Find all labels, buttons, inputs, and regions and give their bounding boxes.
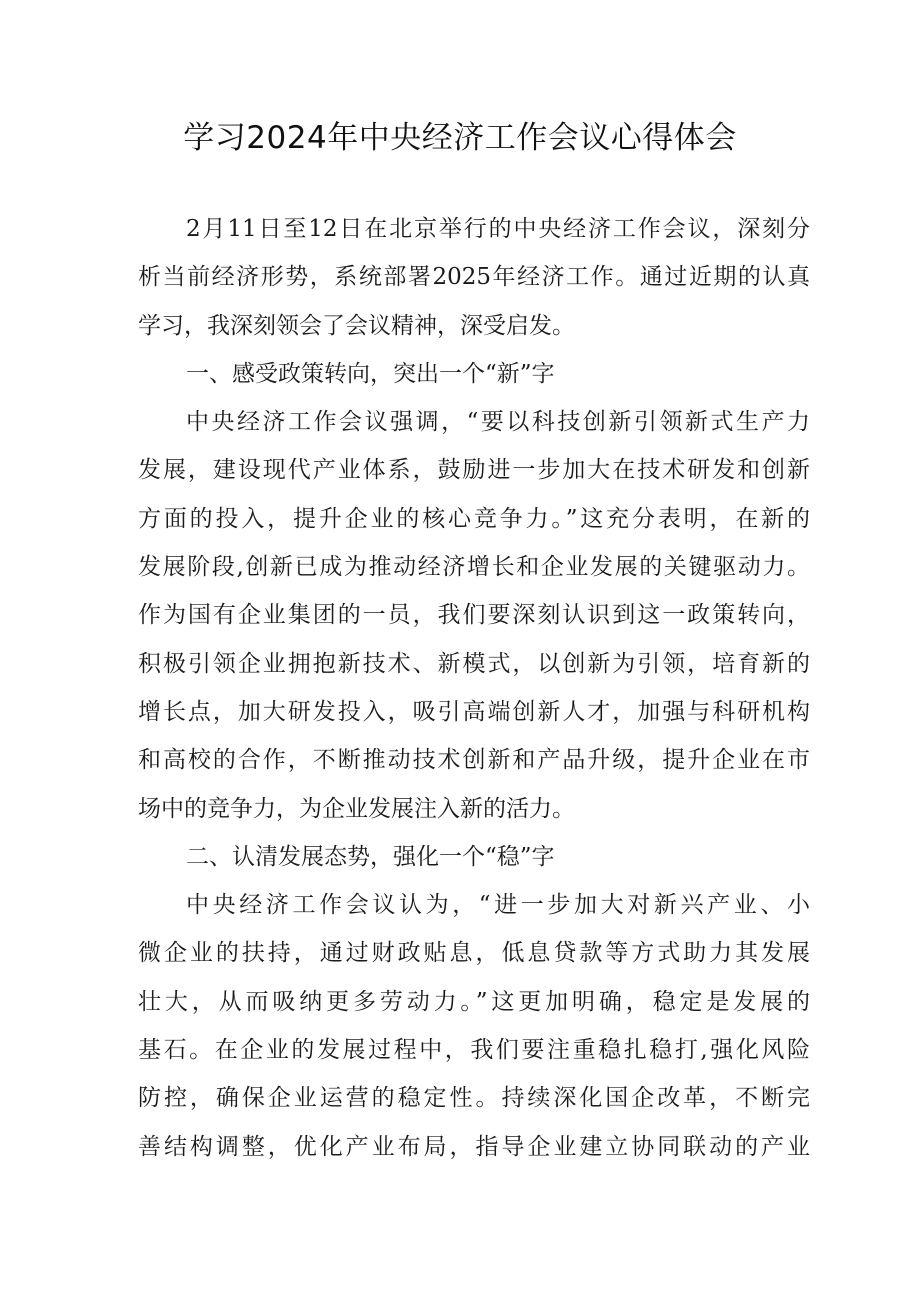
- paragraph-line: 析当前经济形势，系统部署2025年经济工作。通过近期的认真: [138, 264, 810, 291]
- paragraph-line: 场中的竞争力，为企业发展注入新的活力。: [138, 795, 575, 822]
- paragraph-line: 壮大，从而吸纳更多劳动力。”这更加明确，稳定是发展的: [138, 988, 810, 1015]
- section-heading: 一、感受政策转向，突出一个“新”字: [186, 360, 555, 387]
- paragraph-line: 中央经济工作会议强调，“要以科技创新引领新式生产力: [186, 409, 810, 436]
- paragraph-line: 微企业的扶持，通过财政贴息，低息贷款等方式助力其发展: [138, 940, 810, 967]
- section-heading: 二、认清发展态势，强化一个“稳”字: [186, 843, 555, 870]
- paragraph-line: 防控，确保企业运营的稳定性。持续深化国企改革，不断完: [138, 1085, 810, 1112]
- paragraph-line: 发展，建设现代产业体系，鼓励进一步加大在技术研发和创新: [138, 457, 810, 484]
- document-body: [138, 216, 810, 1182]
- paragraph-line: 增长点，加大研发投入，吸引高端创新人才，加强与科研机构: [138, 698, 810, 725]
- paragraph-line: 善结构调整，优化产业布局，指导企业建立协同联动的产业: [138, 1133, 810, 1160]
- paragraph-line: 学习，我深刻领会了会议精神，深受启发。: [138, 312, 575, 339]
- paragraph-line: 发展阶段,创新已成为推动经济增长和企业发展的关键驱动力。: [138, 554, 810, 581]
- paragraph-line: 基石。在企业的发展过程中，我们要注重稳扎稳打,强化风险: [138, 1037, 810, 1064]
- paragraph-line: 2月11日至12日在北京举行的中央经济工作会议，深刻分: [186, 216, 810, 242]
- paragraph-line: 和高校的合作，不断推动技术创新和产品升级，提升企业在市: [138, 747, 810, 774]
- paragraph-line: 方面的投入，提升企业的核心竞争力。”这充分表明，在新的: [138, 505, 810, 532]
- paragraph-line: 作为国有企业集团的一员，我们要深刻认识到这一政策转向，: [138, 602, 810, 629]
- document-title: 学习2024年中央经济工作会议心得体会: [183, 120, 737, 156]
- paragraph-line: 积极引领企业拥抱新技术、新模式，以创新为引领，培育新的: [138, 650, 810, 677]
- paragraph-line: 中央经济工作会议认为，“进一步加大对新兴产业、小: [186, 892, 810, 919]
